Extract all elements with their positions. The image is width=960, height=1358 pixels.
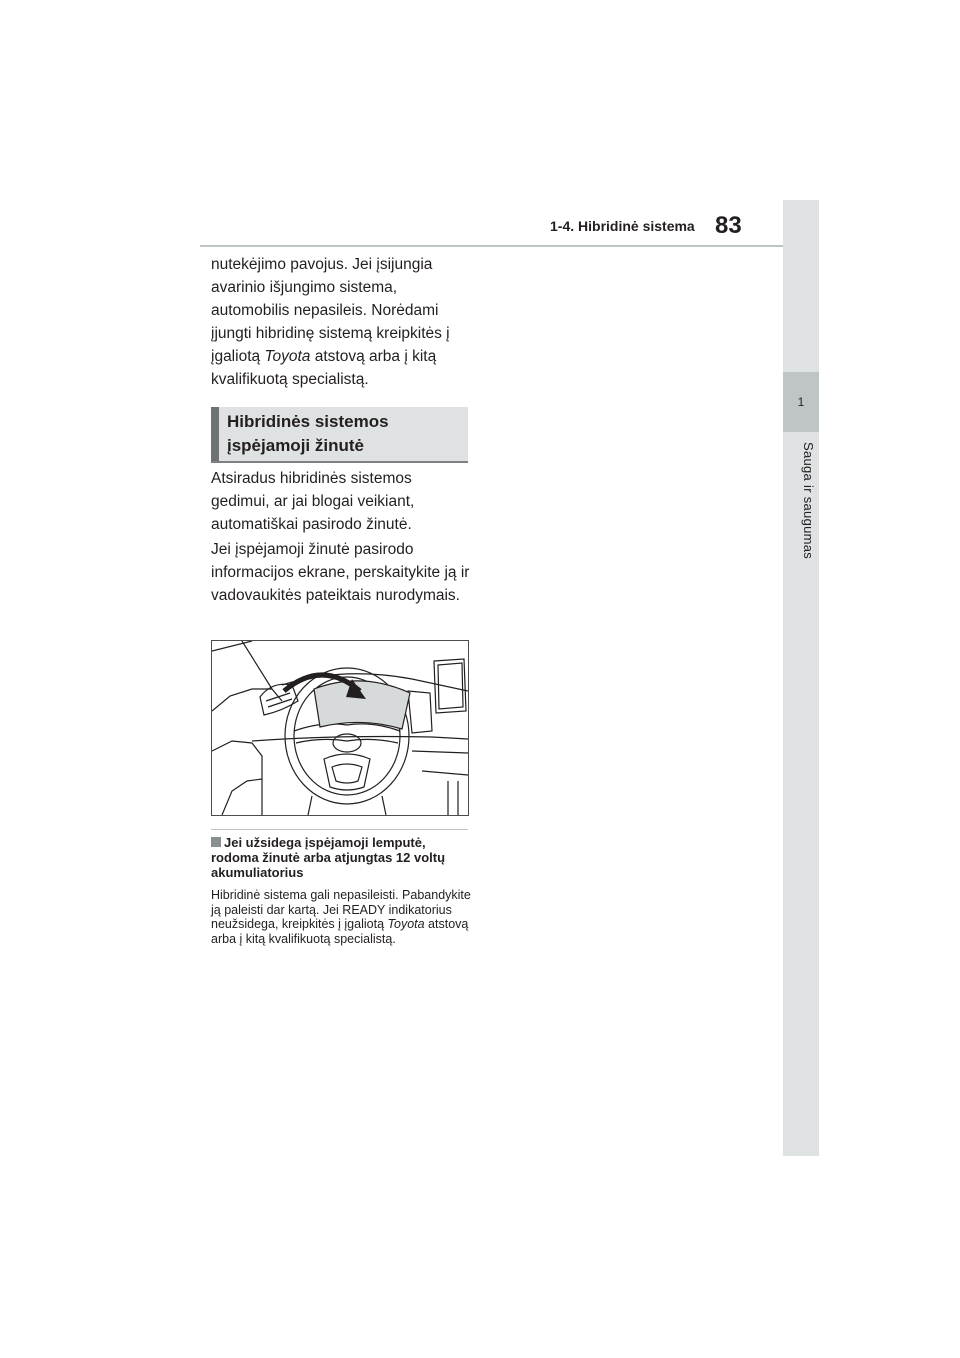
paragraph-read-message-text: Jei įspėjamoji žinutė pasirodo informacijos ekrane, perskaitykite ją ir vadovaukitės pateiktais nurodymais. (211, 541, 470, 604)
note-body-text: Hibridinė sistema gali nepasileisti. Pabandykite ją paleisti dar kartą. Jei READY indikatorius neužsidega, kreipkitės į įgaliotą (211, 888, 471, 931)
note-heading (211, 835, 471, 880)
chapter-title: Sauga ir saugumas (801, 442, 816, 560)
page-number: 83 (715, 212, 742, 239)
paragraph-intro (211, 253, 471, 391)
section-title: 1-4. Hibridinė sistema (550, 218, 695, 234)
instrument-display-highlight (314, 681, 410, 729)
note-brand-name: Toyota (387, 917, 425, 931)
chapter-number: 1 (783, 372, 819, 432)
header-rule (200, 245, 783, 247)
square-bullet-icon (211, 837, 221, 847)
dashboard-illustration (211, 640, 469, 816)
dashboard-drawing (212, 641, 468, 815)
note-divider (211, 829, 468, 830)
chapter-side-tab (783, 200, 819, 1156)
heading-accent-bar (211, 407, 219, 461)
paragraph-warning-appears (211, 467, 471, 536)
paragraph-intro-text: nutekėjimo pavojus. Jei įsijungia avarinio išjungimo sistema, automobilis nepasileis. Norėdami įjungti hibridinę sistemą kreipkitės į įgaliotą (211, 256, 450, 365)
paragraph-read-message (211, 538, 471, 607)
note-body (211, 888, 473, 946)
note-heading-text: Jei užsidega įspėjamoji lemputė, rodoma žinutė arba atjungtas 12 voltų akumuliatorius (211, 835, 446, 880)
brand-name: Toyota (264, 348, 311, 365)
paragraph-warning-appears-text: Atsiradus hibridinės sistemos gedimui, ar jai blogai veikiant, automatiškai pasirodo žinutė. (211, 470, 415, 533)
paragraph-intro-text-end: atstovą arba į kitą kvalifikuotą specialistą. (211, 348, 437, 388)
note-body-text-end: atstovą arba į kitą kvalifikuotą specialistą. (211, 917, 469, 946)
section-heading: Hibridinės sistemos įspėjamoji žinutė (227, 412, 389, 455)
section-heading-box (211, 407, 468, 463)
